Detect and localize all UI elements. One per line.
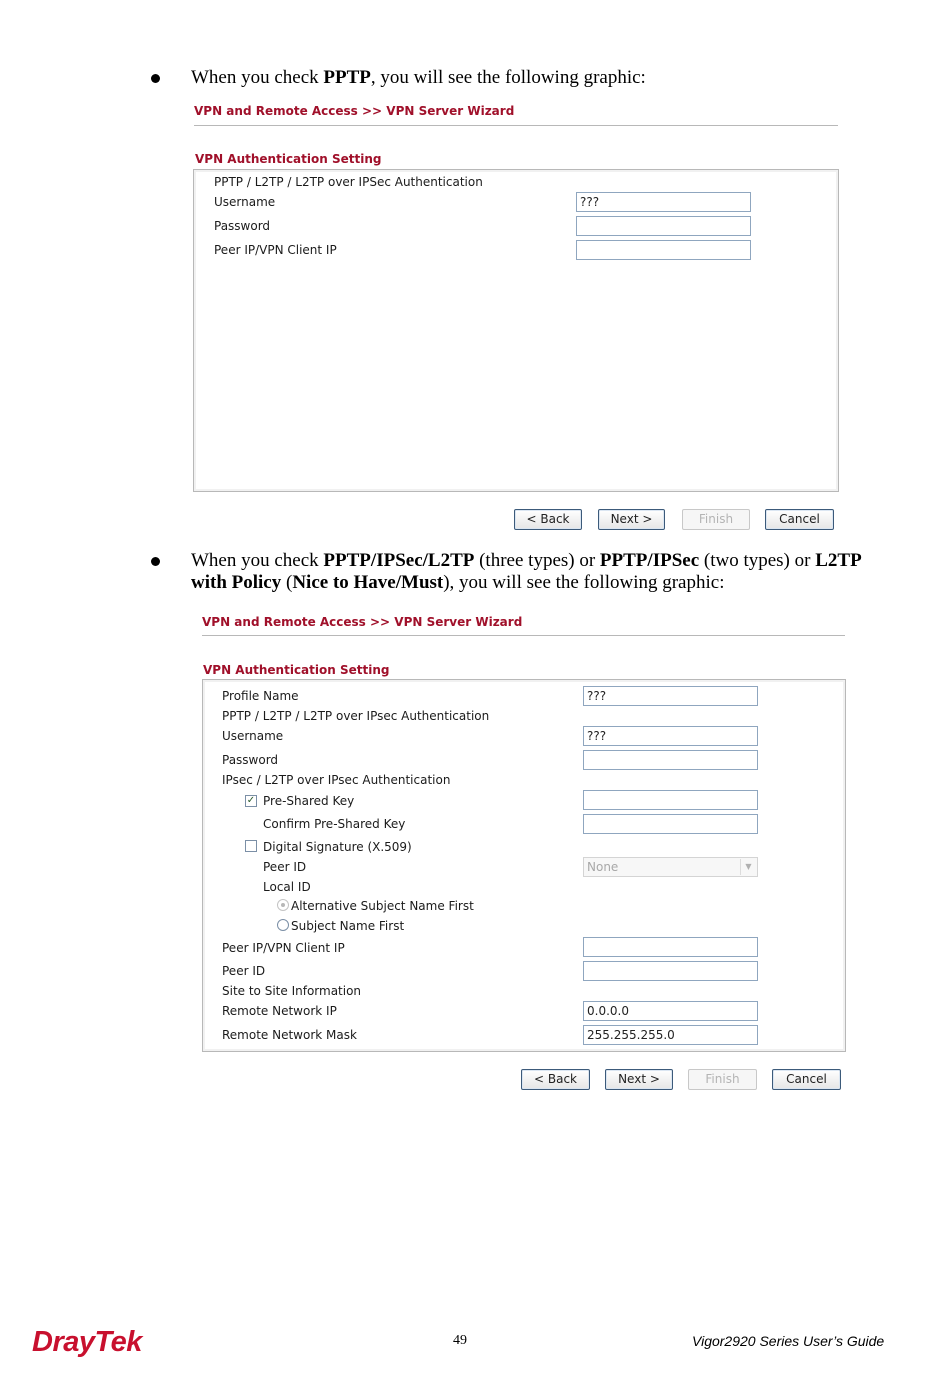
pre-shared-key-checkbox[interactable]: ✓	[246, 795, 256, 806]
peer-ip-input-2[interactable]	[583, 937, 758, 957]
breadcrumb-divider	[194, 125, 838, 126]
peer-id-select[interactable]	[583, 857, 758, 877]
pre-shared-key-label: Pre-Shared Key	[263, 794, 355, 808]
remote-mask-label: Remote Network Mask	[222, 1028, 357, 1042]
password-label: Password	[214, 219, 271, 233]
next-button[interactable]: Next >	[598, 509, 665, 530]
remote-ip-label: Remote Network IP	[222, 1004, 337, 1018]
alt-subject-label: Alternative Subject Name First	[291, 899, 474, 913]
password-input-2[interactable]	[583, 750, 758, 770]
section-title-2: VPN Authentication Setting	[203, 663, 390, 677]
bullet-1	[151, 74, 160, 83]
remote-mask-input[interactable]: 255.255.255.0	[583, 1025, 758, 1045]
remote-ip-input[interactable]: 0.0.0.0	[583, 1001, 758, 1021]
chevron-down-icon: ▼	[740, 859, 756, 875]
alt-subject-radio[interactable]	[277, 899, 289, 911]
subject-name-radio[interactable]	[277, 919, 289, 931]
confirm-pre-shared-key-input[interactable]	[583, 814, 758, 834]
bullet-2	[151, 557, 160, 566]
profile-name-label: Profile Name	[222, 689, 299, 703]
cancel-button[interactable]: Cancel	[765, 509, 834, 530]
draytek-logo: DrayTek	[32, 1326, 142, 1358]
next-button-2[interactable]: Next >	[605, 1069, 673, 1090]
profile-name-input[interactable]: ???	[583, 686, 758, 706]
auth-heading-2: PPTP / L2TP / L2TP over IPsec Authentication	[222, 709, 490, 723]
pre-shared-key-input[interactable]	[583, 790, 758, 810]
back-button-2[interactable]: < Back	[521, 1069, 590, 1090]
breadcrumb: VPN and Remote Access >> VPN Server Wizard	[194, 104, 515, 118]
ipsec-heading: IPsec / L2TP over IPsec Authentication	[222, 773, 451, 787]
intro-paragraph-2: When you check PPTP/IPSec/L2TP (three types) or PPTP/IPSec (two types) or L2TP with Policy (Nice to Have/Must), you will see the following graphic:	[191, 550, 862, 593]
finish-button-2[interactable]: Finish	[688, 1069, 757, 1090]
confirm-pre-shared-key-label: Confirm Pre-Shared Key	[263, 817, 406, 831]
finish-button[interactable]: Finish	[682, 509, 750, 530]
peer-ip-label: Peer IP/VPN Client IP	[214, 243, 337, 257]
peer-ip-label-2: Peer IP/VPN Client IP	[222, 941, 345, 955]
peer-ip-input[interactable]	[576, 240, 751, 260]
password-label-2: Password	[222, 753, 279, 767]
username-label: Username	[214, 195, 276, 209]
peer-id-select-value: None	[587, 860, 619, 874]
username-input[interactable]: ???	[576, 192, 751, 212]
username-label-2: Username	[222, 729, 284, 743]
local-id-label: Local ID	[263, 880, 311, 894]
peer-id2-input[interactable]	[583, 961, 758, 981]
digital-signature-label: Digital Signature (X.509)	[263, 840, 412, 854]
intro-paragraph-1: When you check PPTP, you will see the following graphic:	[191, 67, 646, 88]
auth-heading: PPTP / L2TP / L2TP over IPSec Authentication	[214, 175, 483, 189]
password-input[interactable]	[576, 216, 751, 236]
username-input-2[interactable]: ???	[583, 726, 758, 746]
peer-id-label: Peer ID	[263, 860, 307, 874]
cancel-button-2[interactable]: Cancel	[772, 1069, 841, 1090]
peer-id2-label: Peer ID	[222, 964, 266, 978]
digital-signature-checkbox[interactable]	[245, 840, 257, 852]
subject-name-label: Subject Name First	[291, 919, 405, 933]
section-title: VPN Authentication Setting	[195, 152, 382, 166]
back-button[interactable]: < Back	[514, 509, 582, 530]
breadcrumb-divider-2	[202, 635, 845, 636]
page-number: 49	[453, 1333, 467, 1348]
guide-title: Vigor2920 Series User’s Guide	[692, 1333, 885, 1349]
breadcrumb-2: VPN and Remote Access >> VPN Server Wizard	[202, 615, 523, 629]
site-info-heading: Site to Site Information	[222, 984, 362, 998]
